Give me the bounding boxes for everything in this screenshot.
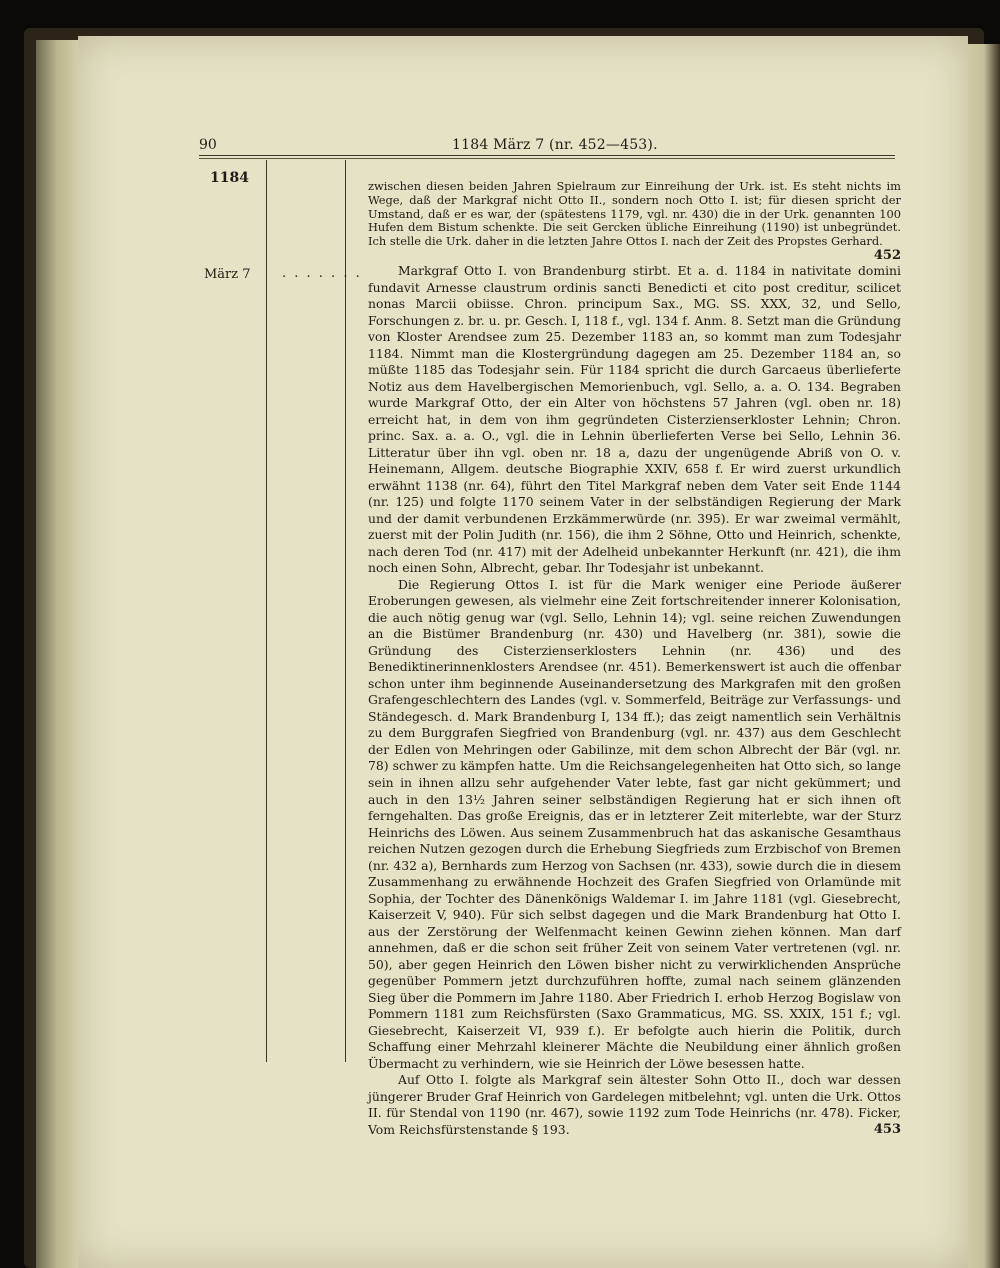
- entry-paragraph-3: [368, 1072, 901, 1138]
- entry-paragraph-3-text: Auf Otto I. folgte als Markgraf sein ältester Sohn Otto II., doch war dessen jüngerer Bruder Graf Heinrich von Gardelegen mitbelehnt; vgl. unten die Urk. Ottos II. für Stendal von 1190 (nr. 467), sowie 1192 zum Tode Heinrichs (nr. 478). Ficker, Vom Reichsfürstenstande § 193.: [368, 1072, 901, 1137]
- column-divider-2: [345, 160, 346, 1062]
- note-text: zwischen diesen beiden Jahren Spielraum zur Einreihung der Urk. ist. Es steht nichts im Wege, daß der Markgraf nicht Otto II., sondern noch Otto I. ist; für diesen spricht der Umstand, daß er es war, der (spätestens 1179, vgl. nr. 430) die in der Urk. genannten 100 Hufen dem Bistum schenkte. Die seit Gercken übliche Einreihung (1190) ist unbegründet. Ich stelle die Urk. daher in die letzten Jahre Ottos I. nach der Zeit des Propstes Gerhard.: [368, 179, 901, 249]
- running-head-title: 1184 März 7 (nr. 452—453).: [452, 137, 658, 153]
- entry-paragraph-2: Die Regierung Ottos I. ist für die Mark weniger eine Periode äußerer Eroberungen gewesen, als vielmehr eine Zeit fortschreitender innerer Kolonisation, die auch nötig genug war (vgl. Sello, Lehnin 14); vgl. seine reichen Zuwendungen an die Bistümer Brandenburg (nr. 430) und Havelberg (nr. 381), sowie die Gründung des Cisterzienserklosters Lehnin (nr. 436) und des Benediktinerinnenklosters Arendsee (nr. 451). Bemerkenswert ist auch die offenbar schon unter ihm beginnende Auseinandersetzung des Markgrafen mit den großen Grafengeschlechtern des Landes (vgl. v. Sommerfeld, Beiträge zur Verfassungs- und Ständegesch. d. Mark Brandenburg I, 134 ff.); das zeigt namentlich sein Verhältnis zu dem Burggrafen Siegfried von Brandenburg (vgl. nr. 437) aus dem Geschlecht der Edlen von Mehringen oder Gabilinze, mit dem schon Albrecht der Bär (vgl. nr. 78) schwer zu kämpfen hatte. Um die Reichsangelegenheiten hat Otto sich, so lange sein in ihnen allzu sehr aufgehender Vater lebte, fast gar nicht gekümmert; und auch in den 13½ Jahren seiner selbständigen Regierung hat er sich ihnen oft ferngehalten. Das große Ereignis, das er in letzterer Zeit miterlebte, war der Sturz Heinrichs des Löwen. Aus seinem Zusammenbruch hat das askanische Gesamthaus reichen Nutzen gezogen durch die Erhebung Siegfrieds zum Erzbischof von Bremen (nr. 432 a), Bernhards zum Herzog von Sachsen (nr. 433), sowie durch die in diesem Zusammenhang zu erwähnende Hochzeit des Grafen Siegfried von Orlamünde mit Sophia, der Tochter des Dänenkönigs Waldemar I. im Jahre 1181 (vgl. Giesebrecht, Kaiserzeit V, 940). Für sich selbst dagegen und die Mark Brandenburg hat Otto I. aus der Zerstörung der Welfenmacht keinen Gewinn ziehen können. Man darf annehmen, daß er die schon seit früher Zeit von seinem Vater vertretenen (vgl. nr. 50), aber gegen Heinrich den Löwen bisher nicht zu verwirklichenden Ansprüche gegenüber Pommern jetzt durchzuführen hoffte, zumal nach seinem glänzenden Sieg über die Pommern im Jahre 1180. Aber Friedrich I. erhob Herzog Bogislaw von Pommern 1181 zum Reichsfürsten (Saxo Grammaticus, MG. SS. XXIX, 151 f.; vgl. Giesebrecht, Kaiserzeit VI, 939 f.). Er befolgte auch hierin die Politik, durch Schaffung einer Mehrzahl kleinerer Mächte die Neubildung einer ähnlich großen Übermacht zu verhindern, wie sie Heinrich der Löwe besessen hatte.: [368, 576, 901, 1071]
- entry-text: [368, 263, 901, 1138]
- doc-number-453: 453: [873, 1121, 901, 1137]
- column-divider-1: [266, 160, 267, 1062]
- margin-date: März 7: [204, 267, 251, 282]
- page-stack-left: [36, 40, 82, 1268]
- note-continuation: [368, 180, 901, 263]
- margin-dots: . . . . . . .: [282, 266, 362, 281]
- margin-year: 1184: [210, 170, 249, 186]
- page-number: 90: [199, 137, 217, 153]
- doc-number-452: 452: [873, 247, 901, 263]
- header-rule-double: [199, 158, 895, 159]
- header-rule: [199, 155, 895, 156]
- entry-paragraph-1: Markgraf Otto I. von Brandenburg stirbt. Et a. d. 1184 in nativitate domini fundavit Arnesse claustrum ordinis sancti Benedicti et cito post creditur, scilicet nonas Marcii obiisse. Chron. principum Sax., MG. SS. XXX, 32, und Sello, Forschungen z. br. u. pr. Gesch. I, 118 f., vgl. 134 f. Anm. 8. Setzt man die Gründung von Kloster Arendsee zum 25. Dezember 1183 an, so kommt man zum Todesjahr 1184. Nimmt man die Klostergründung dagegen am 25. Dezember 1184 an, so müßte 1185 das Todesjahr sein. Für 1184 spricht die durch Garcaeus überlieferte Notiz aus dem Havelbergischen Memorienbuch, vgl. Sello, a. a. O. 134. Begraben wurde Markgraf Otto, der ein Alter von höchstens 57 Jahren (vgl. oben nr. 18) erreicht hat, in dem von ihm gegründeten Cisterzienserkloster Lehnin; Chron. princ. Sax. a. a. O., vgl. die in Lehnin überlieferten Verse bei Sello, Lehnin 36. Litteratur über ihn vgl. oben nr. 18 a, dazu der ungenügende Abriß von O. v. Heinemann, Allgem. deutsche Biographie XXIV, 658 f. Er wird zuerst urkundlich erwähnt 1138 (nr. 64), führt den Titel Markgraf neben dem Vater seit Ende 1144 (nr. 125) und folgte 1170 seinem Vater in der selbständigen Regierung der Mark und der damit verbundenen Erzkämmerwürde (nr. 395). Er war zweimal vermählt, zuerst mit der Polin Judith (nr. 156), die ihm 2 Söhne, Otto und Heinrich, schenkte, nach deren Tod (nr. 417) mit der Adelheid unbekannter Herkunft (nr. 421), die ihm noch einen Sohn, Albrecht, gebar. Ihr Todesjahr ist unbekannt.: [368, 263, 901, 576]
